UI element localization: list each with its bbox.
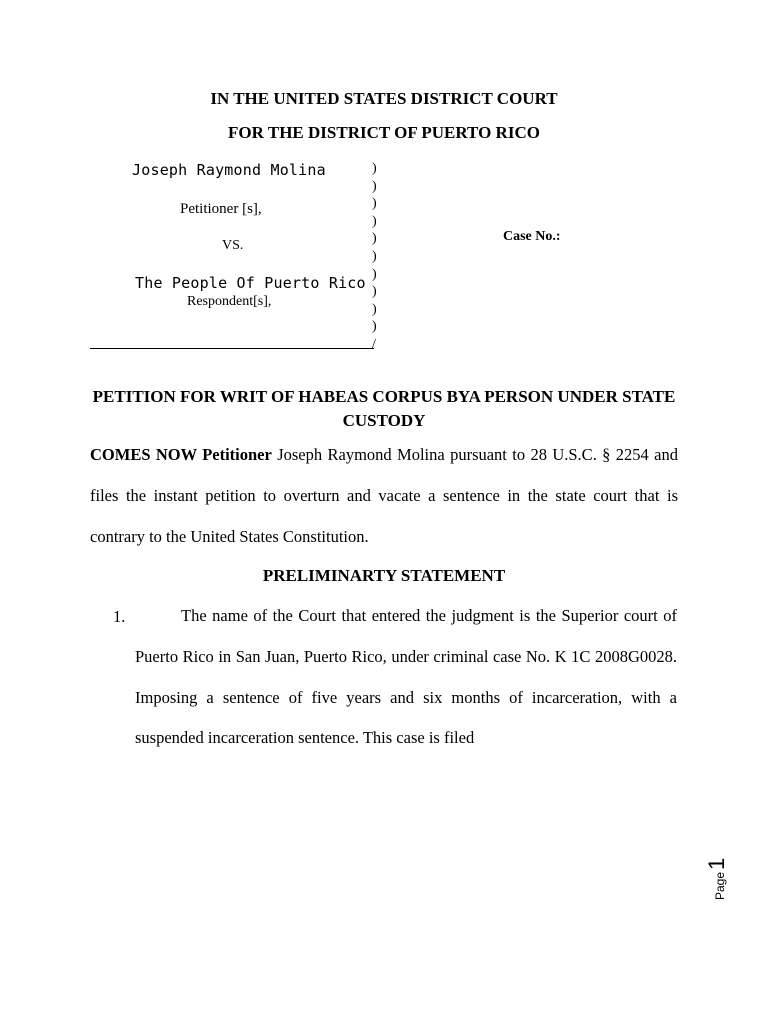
list-item-number: 1. [113,607,126,626]
petitioner-label: Petitioner [s], [180,201,262,217]
section-heading: PRELIMINARTY STATEMENT [262,566,506,585]
caption-bracket: ) ) ) ) ) ) ) ) ) ) / [372,161,377,352]
court-heading-line-1: IN THE UNITED STATES DISTRICT COURT [210,89,558,108]
petitioner-name: Joseph Raymond Molina [132,161,326,179]
case-number-label: Case No.: [503,229,561,244]
versus-label: VS. [222,238,244,253]
intro-lead: COMES NOW Petitioner [90,445,272,464]
page-number: 1 [704,857,729,870]
intro-text: Joseph Raymond Molina pursuant to 28 U.S.C. § 2254 and files the instant petition to overturn and vacate a sentence in the state court that is contrary to the United States Constitution. [90,445,679,546]
respondent-label: Respondent[s], [187,294,272,309]
court-heading-line-2: FOR THE DISTRICT OF PUERTO RICO [228,123,540,142]
caption-rule [90,348,374,349]
respondent-name: The People Of Puerto Rico [135,274,366,292]
page-label: Page [713,871,727,900]
petition-title: PETITION FOR WRIT OF HABEAS CORPUS BYA PERSON UNDER STATE CUSTODY [92,387,676,430]
intro-paragraph [90,434,678,557]
list-item-text: The name of the Court that entered the judgment is the Superior court of Puerto Rico in San Juan, Puerto Rico, under criminal case No. K 1C 2008G0028. Imposing a sentence of five years and six months of incarceration, with a suspended incarceration sentence. This case is filed [135,606,677,748]
page-number-marker [704,858,730,900]
